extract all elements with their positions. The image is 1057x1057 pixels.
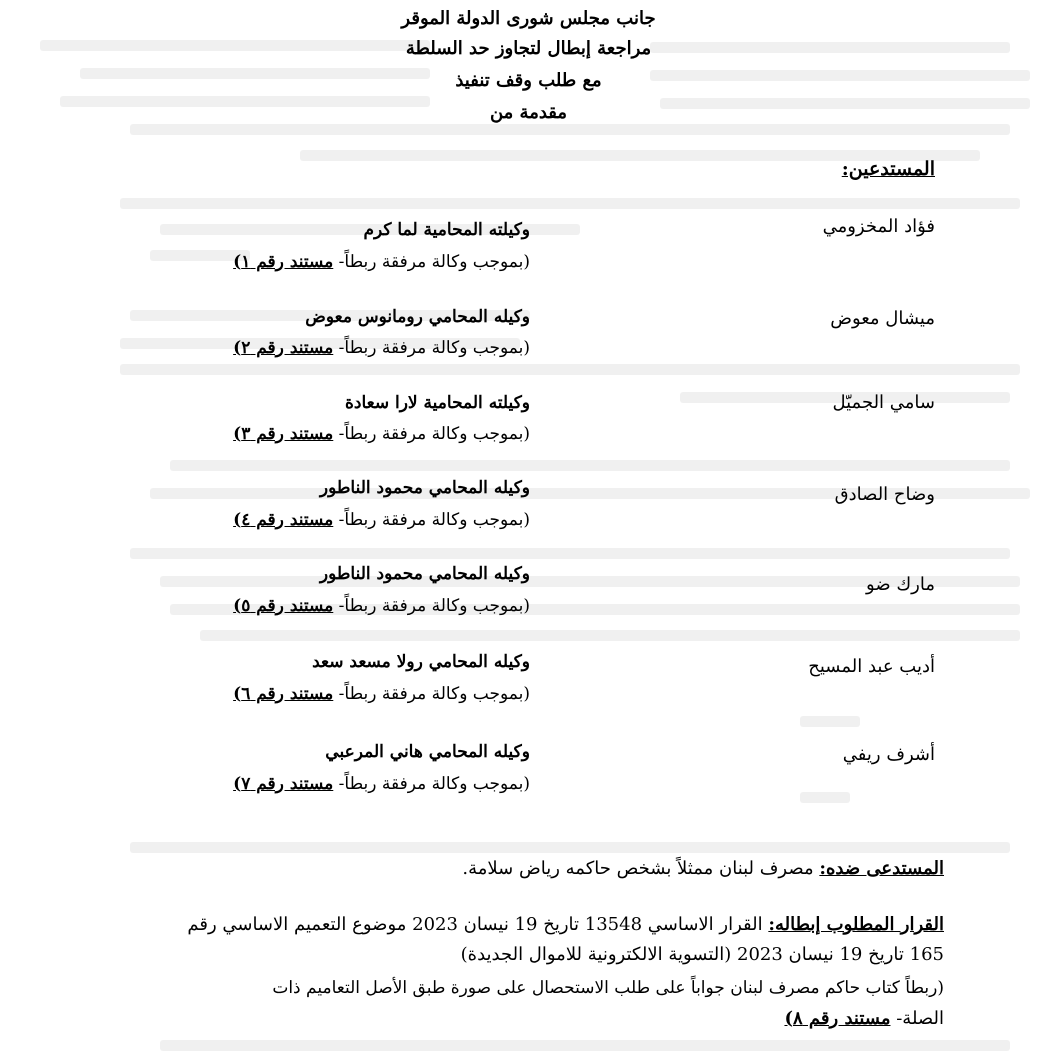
applicant-attachment: [233, 774, 530, 794]
respondent-text: مصرف لبنان ممثلاً بشخص حاكمه رياض سلامة.: [462, 858, 820, 879]
applicant-attachment: [233, 510, 530, 530]
applicant-lawyer: وكيله المحامي هاني المرعبي: [325, 742, 530, 762]
applicant-lawyer: وكيلته المحامية لما كرم: [363, 220, 530, 240]
decision-line-1: [187, 914, 944, 935]
applicant-lawyer: وكيله المحامي محمود الناطور: [319, 564, 530, 584]
document-subtitle-2: مع طلب وقف تنفيذ: [455, 70, 602, 91]
decision-text-1: القرار الاساسي 13548 تاريخ 19 نيسان 2023 موضوع التعميم الاساسي رقم: [187, 914, 769, 935]
respondent-line: [462, 858, 944, 879]
document-subtitle: مراجعة إبطال لتجاوز حد السلطة: [405, 38, 652, 59]
document-number: مستند رقم ٧): [233, 774, 334, 794]
document-number: مستند رقم ٢): [233, 338, 334, 358]
document-number: مستند رقم ٤): [233, 510, 334, 530]
applicant-name: أشرف ريفي: [842, 744, 935, 765]
applicant-lawyer: وكيلته المحامية لارا سعادة: [344, 393, 530, 413]
document-number: مستند رقم ٨): [784, 1008, 891, 1029]
document-number: مستند رقم ١): [233, 252, 334, 272]
document-number: مستند رقم ٣): [233, 424, 334, 444]
applicant-name: ميشال معوض: [830, 308, 935, 329]
decision-label: القرار المطلوب إبطاله:: [768, 914, 944, 935]
applicant-lawyer: وكيله المحامي محمود الناطور: [319, 478, 530, 498]
applicant-lawyer: وكيله المحامي رولا مسعد سعد: [312, 652, 530, 672]
document-number: مستند رقم ٦): [233, 684, 334, 704]
decision-line-4: [784, 1008, 944, 1029]
attachment-text: (بموجب وكالة مرفقة ربطاً-: [333, 510, 530, 530]
attachment-text: (بموجب وكالة مرفقة ربطاً-: [333, 338, 530, 358]
applicant-name: سامي الجميّل: [832, 392, 935, 413]
attachment-text: (بموجب وكالة مرفقة ربطاً-: [333, 684, 530, 704]
attachment-text: (بموجب وكالة مرفقة ربطاً-: [333, 596, 530, 616]
document-subtitle-3: مقدمة من: [489, 102, 568, 123]
applicant-name: وضاح الصادق: [834, 484, 935, 505]
applicant-attachment: [233, 252, 530, 272]
applicant-attachment: [233, 596, 530, 616]
applicant-name: فؤاد المخزومي: [822, 216, 935, 237]
applicant-attachment: [233, 684, 530, 704]
attachment-text: (بموجب وكالة مرفقة ربطاً-: [333, 774, 530, 794]
document-number: مستند رقم ٥): [233, 596, 334, 616]
decision-text-4: الصلة-: [890, 1008, 944, 1029]
applicant-name: مارك ضو: [866, 574, 935, 595]
decision-line-3: (ربطاً كتاب حاكم مصرف لبنان جواباً على طلب الاستحصال على صورة طبق الأصل التعاميم ذات: [272, 978, 944, 998]
applicants-heading: المستدعين:: [841, 158, 935, 180]
applicant-name: أديب عبد المسيح: [808, 656, 935, 677]
applicant-attachment: [233, 424, 530, 444]
respondent-label: المستدعى ضده:: [819, 858, 944, 879]
attachment-text: (بموجب وكالة مرفقة ربطاً-: [333, 252, 530, 272]
applicant-lawyer: وكيله المحامي رومانوس معوض: [305, 307, 530, 327]
document-title: جانب مجلس شورى الدولة الموقر: [401, 8, 656, 29]
decision-line-2: 165 تاريخ 19 نيسان 2023 (التسوية الالكترونية للاموال الجديدة): [460, 944, 944, 965]
attachment-text: (بموجب وكالة مرفقة ربطاً-: [333, 424, 530, 444]
applicant-attachment: [233, 338, 530, 358]
